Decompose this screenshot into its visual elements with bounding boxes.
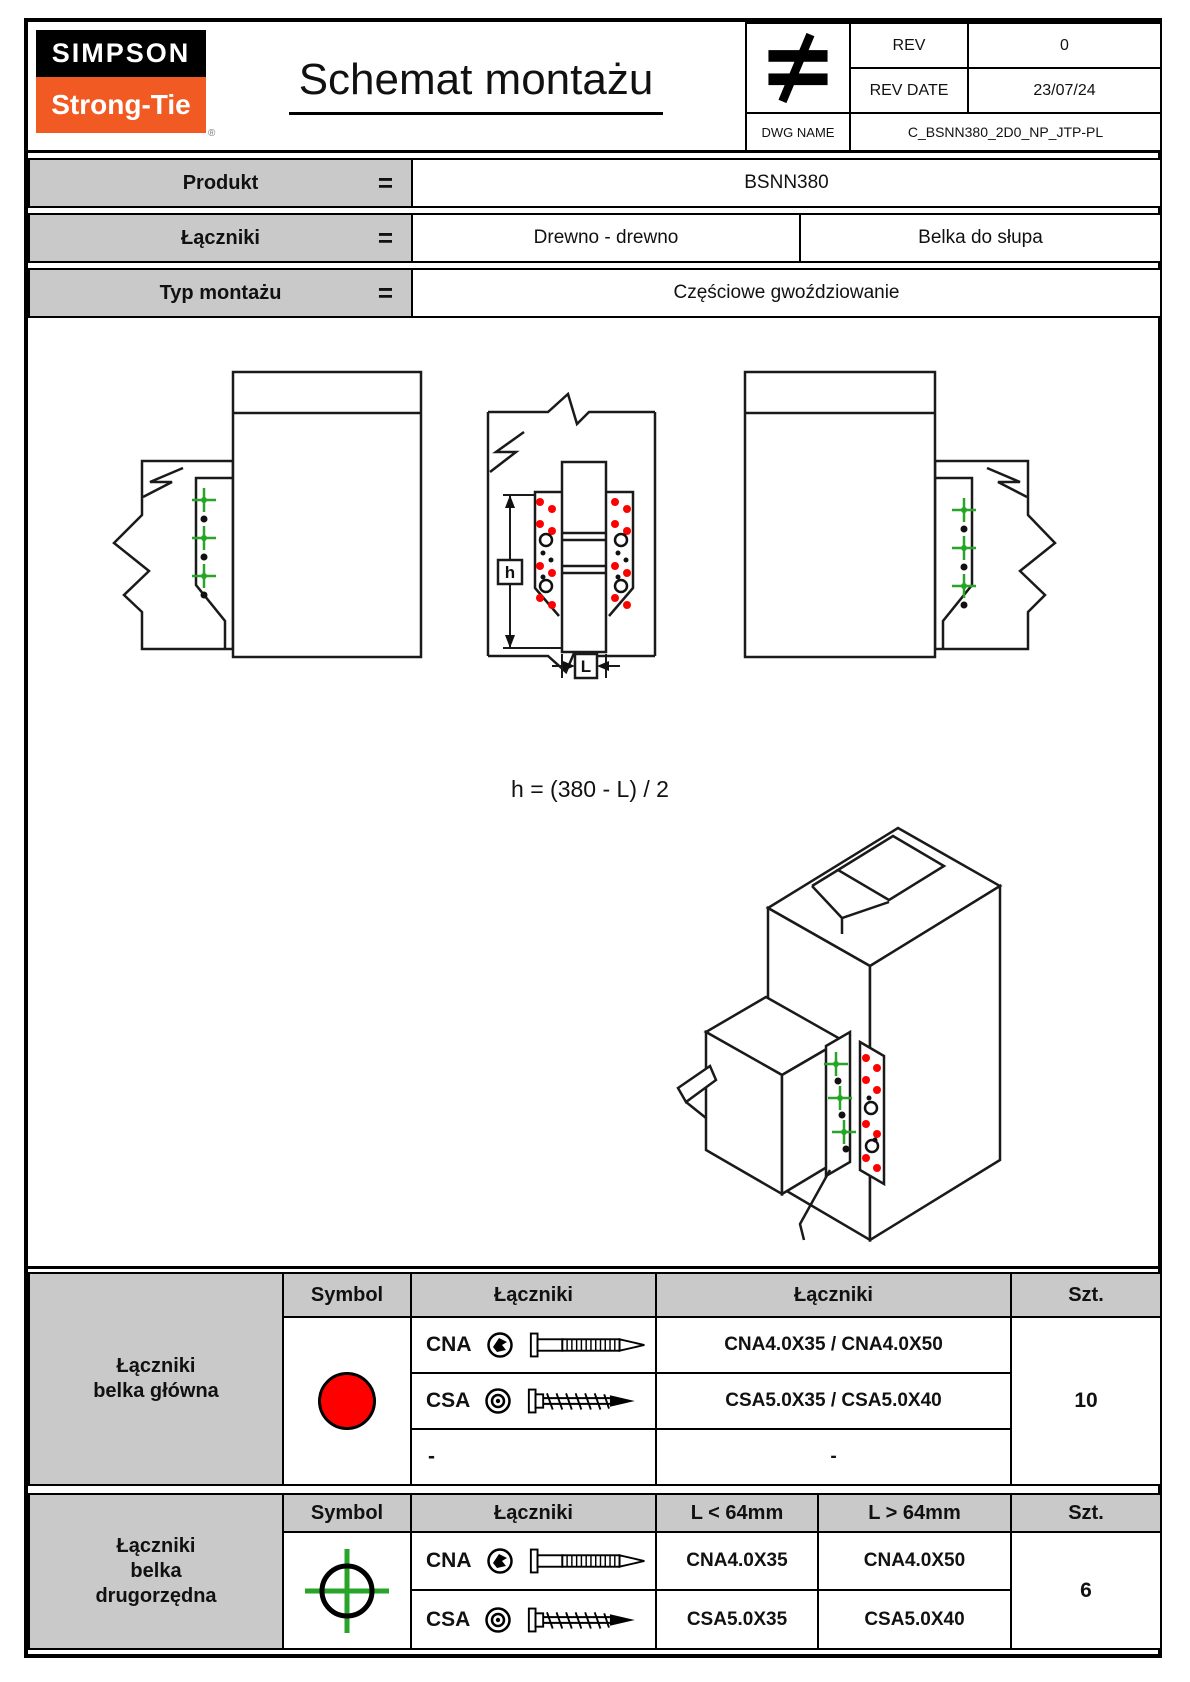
equals-sign: = [377, 222, 393, 253]
nail-icon [528, 1330, 652, 1360]
dwg-name-label: DWG NAME [745, 112, 851, 152]
main-header-fasteners: Łączniki [410, 1272, 657, 1318]
screw-icon [526, 1605, 650, 1635]
fastener-code: CNA [426, 1549, 472, 1572]
fastener-code: CSA [426, 1607, 471, 1631]
simpson-logo-top [36, 30, 206, 77]
cna-head-icon [485, 1546, 515, 1576]
dim-L-label: L [580, 657, 592, 676]
main-row-cna-value: CNA4.0X35 / CNA4.0X50 [655, 1316, 1012, 1374]
secondary-cna-gt64: CNA4.0X50 [817, 1531, 1012, 1591]
main-row-csa-value: CSA5.0X35 / CSA5.0X40 [655, 1372, 1012, 1430]
secondary-beam-row-label: Łączniki belka drugorzędna [28, 1493, 284, 1650]
simpson-logo-bottom [36, 77, 206, 133]
info-value-typ-montazu: Częściowe gwoździowanie [411, 268, 1162, 318]
info-value-beam-to-post: Belka do słupa [799, 213, 1162, 263]
main-row-cna-fastener [410, 1316, 657, 1374]
nail-icon [528, 1546, 652, 1576]
view-isometric [678, 828, 1000, 1240]
csa-head-icon [483, 1605, 513, 1635]
info-label-laczniki-text: Łączniki [181, 226, 260, 249]
dwg-name-value: C_BSNN380_2D0_NP_JTP-PL [849, 112, 1162, 152]
secondary-csa-gt64: CSA5.0X40 [817, 1589, 1012, 1650]
logo-strongtie-text: Strong-Tie [51, 89, 191, 120]
formula-h: h = (380 - L) / 2 [511, 776, 669, 802]
table-divider [28, 1266, 1162, 1269]
info-value-wood-wood: Drewno - drewno [411, 213, 801, 263]
view-middle [488, 394, 655, 678]
secondary-row-cna-fastener [410, 1531, 657, 1591]
info-label-produkt [28, 158, 413, 208]
rev-date-label: REV DATE [849, 67, 969, 114]
main-header-fasteners2: Łączniki [655, 1272, 1012, 1318]
registered-mark: ® [208, 128, 216, 139]
rev-date-value: 23/07/24 [967, 67, 1162, 114]
fastener-code: CSA [426, 1389, 471, 1412]
secondary-qty-cell: 6 [1010, 1531, 1162, 1650]
main-qty-cell: 10 [1010, 1316, 1162, 1486]
main-header-qty: Szt. [1010, 1272, 1162, 1318]
info-label-produkt-text: Produkt [182, 171, 259, 194]
main-beam-row-label: Łączniki belka główna [28, 1272, 284, 1486]
rev-label: REV [849, 22, 969, 69]
secondary-header-gt64: L > 64mm [817, 1493, 1012, 1533]
secondary-csa-lt64: CSA5.0X35 [655, 1589, 819, 1650]
main-row-dash-fastener: - [410, 1428, 657, 1486]
dim-h-label: h [504, 563, 516, 582]
main-symbol-cell [282, 1316, 412, 1486]
info-label-typ-montazu [28, 268, 413, 318]
cna-head-icon [485, 1330, 515, 1360]
main-header-symbol: Symbol [282, 1272, 412, 1318]
equals-sign: = [377, 277, 393, 308]
secondary-header-fasteners: Łączniki [410, 1493, 657, 1533]
fastener-code: CNA [426, 1333, 472, 1356]
logo-simpson-text: SIMPSON [51, 38, 191, 68]
not-equal-icon [745, 22, 851, 114]
page-title [206, 48, 746, 122]
dimension-L [552, 654, 620, 678]
info-label-laczniki [28, 213, 413, 263]
main-row-csa-fastener [410, 1372, 657, 1430]
secondary-header-lt64: L < 64mm [655, 1493, 819, 1533]
header-divider [28, 150, 1162, 153]
info-value-produkt: BSNN380 [411, 158, 1162, 208]
csa-head-icon [483, 1386, 513, 1416]
secondary-cna-lt64: CNA4.0X35 [655, 1531, 819, 1591]
secondary-row-csa-fastener [410, 1589, 657, 1650]
main-row-dash-value: - [655, 1428, 1012, 1486]
page-title-text: Schemat montażu [289, 55, 664, 115]
not-equal-glyph [759, 33, 837, 103]
main-beam-symbol-red-circle [318, 1372, 376, 1430]
secondary-beam-symbol-crosshair [301, 1545, 393, 1637]
screw-icon [526, 1386, 650, 1416]
rev-value: 0 [967, 22, 1162, 69]
secondary-symbol-cell [282, 1531, 412, 1650]
secondary-header-symbol: Symbol [282, 1493, 412, 1533]
view-right [745, 372, 1055, 657]
equals-sign: = [377, 167, 393, 198]
secondary-header-qty: Szt. [1010, 1493, 1162, 1533]
view-left [114, 372, 421, 657]
info-label-typ-montazu-text: Typ montażu [159, 281, 282, 304]
